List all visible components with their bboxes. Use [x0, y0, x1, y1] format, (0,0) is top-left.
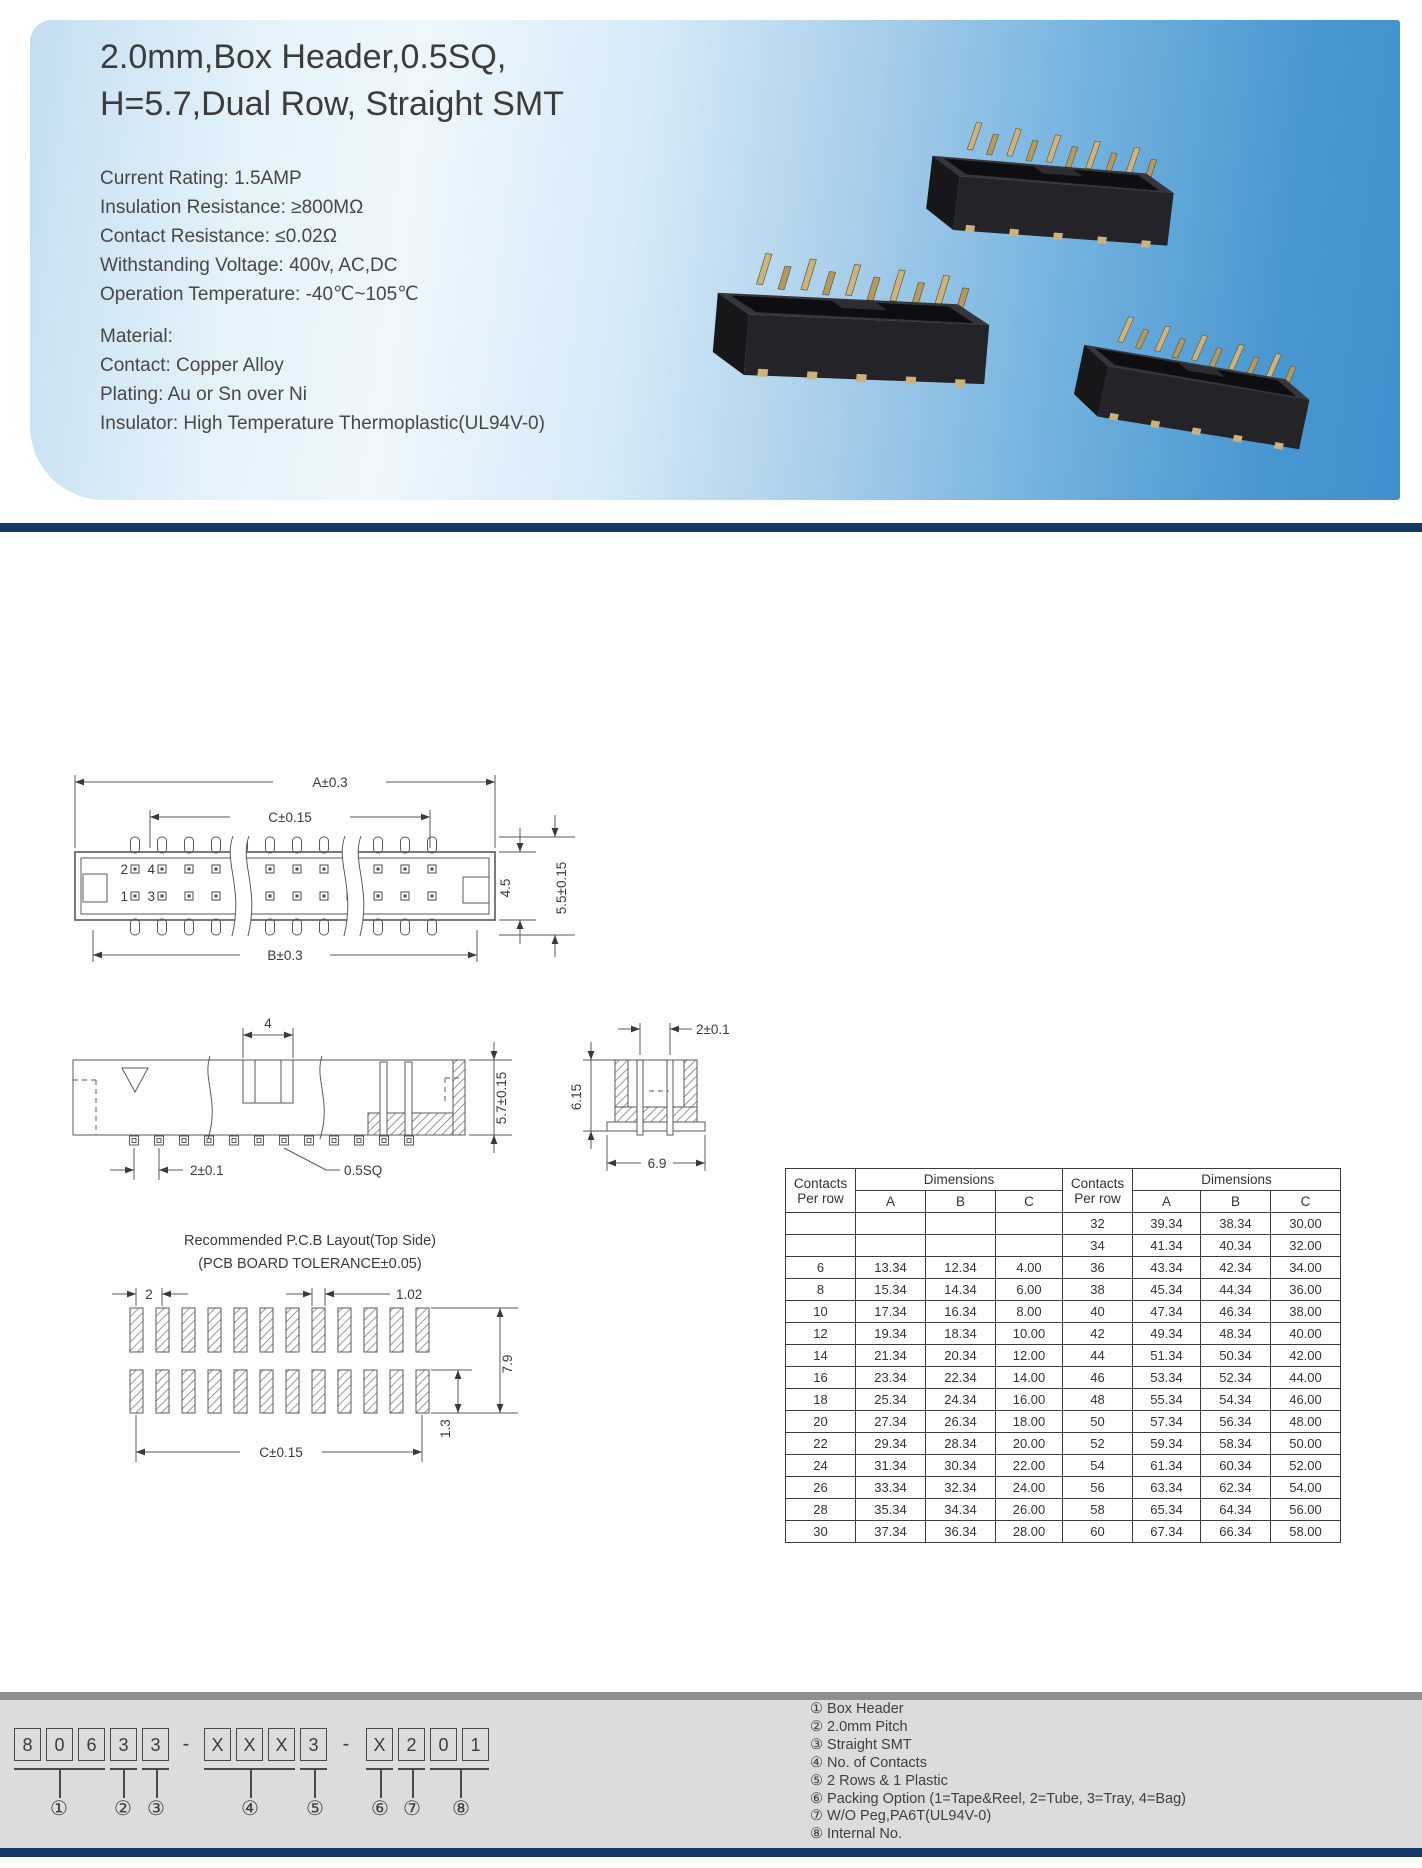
legend-item-7: ⑦ W/O Peg,PA6T(UL94V-0)	[810, 1808, 992, 1825]
dim-69-label: 6.9	[647, 1156, 667, 1171]
pn-box-10: X	[366, 1728, 393, 1761]
pn-box-7: X	[236, 1728, 263, 1761]
part-number-section	[0, 1700, 1422, 1848]
material-insulator: Insulator: High Temperature Thermoplastic(UL94V-0)	[100, 413, 545, 434]
table-row: 34 41.34 40.34 32.00	[786, 1235, 1341, 1257]
per-row-label: Per row	[797, 1190, 844, 1206]
dim-57-label: 5.7±0.15	[494, 1071, 509, 1125]
pn-marker-2: ②	[114, 1798, 132, 1820]
pn-box-6: X	[204, 1728, 231, 1761]
pn-marker-1: ①	[50, 1798, 68, 1820]
table-row: 16 23.34 22.34 14.00 46 53.34 52.34 44.00	[786, 1367, 1341, 1389]
spec-insulation-resistance: Insulation Resistance: ≥800MΩ	[100, 197, 364, 218]
table-row: 10 17.34 16.34 8.00 40 47.34 46.34 38.00	[786, 1301, 1341, 1323]
part-number-legend	[810, 1701, 1186, 1844]
table-row: 30 37.34 36.34 28.00 60 67.34 66.34 58.00	[786, 1521, 1341, 1543]
pn-box-3: 6	[78, 1728, 105, 1761]
material-contact: Contact: Copper Alloy	[100, 355, 284, 376]
pn-box-5: 3	[142, 1728, 169, 1761]
table-row: 24 31.34 30.34 22.00 54 61.34 60.34 52.00	[786, 1455, 1341, 1477]
spec-operation-temperature: Operation Temperature: -40℃~105℃	[100, 284, 419, 305]
material-label: Material:	[100, 326, 173, 347]
dim-102-label: 1.02	[396, 1287, 423, 1302]
pn-leader-3	[156, 1770, 158, 1798]
spec-contact-resistance: Contact Resistance: ≤0.02Ω	[100, 226, 337, 247]
dim-4-label: 4	[264, 1016, 272, 1031]
legend-item-2: ② 2.0mm Pitch	[810, 1718, 908, 1735]
dim-pitch-label: 2±0.1	[696, 1022, 730, 1037]
table-row: 18 25.34 24.34 16.00 48 55.34 54.34 46.00	[786, 1389, 1341, 1411]
dimensions-table	[785, 1168, 1341, 1543]
col-header-c-right: C	[1271, 1191, 1341, 1213]
page-title	[100, 34, 564, 128]
pin-label-2: 2	[120, 862, 128, 877]
pin-label-4: 4	[147, 862, 155, 877]
title-line-1: 2.0mm,Box Header,0.5SQ,	[100, 38, 507, 76]
pcb-layout-subtitle: (PCB BOARD TOLERANCE±0.05)	[198, 1256, 422, 1272]
legend-item-1: ① Box Header	[810, 1701, 904, 1717]
dim-79-label: 7.9	[500, 1354, 515, 1374]
pn-box-12: 0	[430, 1728, 457, 1761]
pn-leader-8	[460, 1770, 462, 1798]
dim-2-label: 2	[145, 1287, 153, 1302]
pn-leader-4	[250, 1770, 252, 1798]
pin-label-3: 3	[147, 889, 155, 904]
table-row: 32 39.34 38.34 30.00	[786, 1213, 1341, 1235]
navy-divider	[0, 523, 1422, 532]
drawing-end-view	[565, 995, 795, 1205]
dim-55-label: 5.5±0.15	[554, 861, 569, 915]
pn-marker-7: ⑦	[403, 1798, 421, 1820]
spec-withstanding-voltage: Withstanding Voltage: 400v, AC,DC	[100, 255, 398, 276]
col-header-contacts-right	[1063, 1169, 1133, 1213]
pn-marker-4: ④	[241, 1798, 259, 1820]
pn-box-2: 0	[46, 1728, 73, 1761]
pn-box-13: 1	[462, 1728, 489, 1761]
contacts-label: Contacts	[1070, 1175, 1125, 1191]
table-row: 12 19.34 18.34 10.00 42 49.34 48.34 40.00	[786, 1323, 1341, 1345]
per-row-label: Per row	[1074, 1190, 1121, 1206]
dim-c-label: C±0.15	[259, 1445, 303, 1460]
table-row: 20 27.34 26.34 18.00 50 57.34 56.34 48.00	[786, 1411, 1341, 1433]
title-line-2: H=5.7,Dual Row, Straight SMT	[100, 85, 564, 123]
pn-box-4: 3	[110, 1728, 137, 1761]
table-row: 6 13.34 12.34 4.00 36 43.34 42.34 34.00	[786, 1257, 1341, 1279]
pn-box-1: 8	[14, 1728, 41, 1761]
pn-leader-2	[123, 1770, 125, 1798]
pn-leader-6	[380, 1770, 382, 1798]
pn-leader-7	[412, 1770, 414, 1798]
col-header-dimensions-left: Dimensions	[856, 1169, 1063, 1191]
col-header-b-right: B	[1201, 1191, 1271, 1213]
pn-marker-6: ⑥	[371, 1798, 389, 1820]
dim-615-label: 6.15	[569, 1083, 584, 1111]
pn-box-8: X	[268, 1728, 295, 1761]
navy-bottom-bar	[0, 1848, 1422, 1857]
col-header-c-left: C	[996, 1191, 1063, 1213]
spec-table-body	[786, 1213, 1341, 1543]
dim-c-label: C±0.15	[268, 810, 312, 825]
pn-marker-8: ⑧	[452, 1798, 470, 1820]
pn-marker-5: ⑤	[306, 1798, 324, 1820]
contacts-label: Contacts	[793, 1175, 848, 1191]
drawing-front-view	[58, 630, 588, 975]
table-row: 14 21.34 20.34 12.00 44 51.34 50.34 42.00	[786, 1345, 1341, 1367]
pin-label-1: 1	[120, 889, 128, 904]
pn-leader-5	[314, 1770, 316, 1798]
dim-45-label: 4.5	[498, 878, 513, 898]
material-plating: Plating: Au or Sn over Ni	[100, 384, 307, 405]
pcb-layout-title: Recommended P.C.B Layout(Top Side)	[183, 1233, 436, 1249]
pn-leader-1	[59, 1770, 61, 1798]
spec-list	[100, 164, 419, 309]
legend-item-6: ⑥ Packing Option (1=Tape&Reel, 2=Tube, 3=Tray, 4=Bag)	[810, 1790, 1186, 1807]
dim-13-label: 1.3	[438, 1419, 453, 1438]
legend-item-5: ⑤ 2 Rows & 1 Plastic	[810, 1772, 948, 1789]
pn-dash-1: -	[182, 1733, 190, 1755]
col-header-a-left: A	[856, 1191, 926, 1213]
gray-top-bar	[0, 1692, 1422, 1700]
legend-item-3: ③ Straight SMT	[810, 1736, 912, 1753]
pn-dash-2: -	[342, 1733, 350, 1755]
dim-pitch-label: 2±0.1	[190, 1163, 224, 1178]
pn-box-11: 2	[398, 1728, 425, 1761]
table-row: 26 33.34 32.34 24.00 56 63.34 62.34 54.00	[786, 1477, 1341, 1499]
col-header-b-left: B	[926, 1191, 996, 1213]
legend-item-8: ⑧ Internal No.	[810, 1826, 902, 1843]
table-row: 28 35.34 34.34 26.00 58 65.34 64.34 56.00	[786, 1499, 1341, 1521]
dim-05sq-label: 0.5SQ	[344, 1163, 383, 1178]
material-list	[100, 322, 545, 438]
table-row: 8 15.34 14.34 6.00 38 45.34 44.34 36.00	[786, 1279, 1341, 1301]
legend-item-4: ④ No. of Contacts	[810, 1754, 927, 1771]
pn-box-9: 3	[300, 1728, 327, 1761]
drawing-pcb-layout	[90, 1280, 535, 1485]
dim-b-label: B±0.3	[267, 948, 303, 963]
pn-marker-3: ③	[147, 1798, 165, 1820]
spec-current-rating: Current Rating: 1.5AMP	[100, 168, 302, 189]
col-header-dimensions-right: Dimensions	[1133, 1169, 1341, 1191]
table-row: 22 29.34 28.34 20.00 52 59.34 58.34 50.00	[786, 1433, 1341, 1455]
dim-a-label: A±0.3	[312, 775, 348, 790]
col-header-a-right: A	[1133, 1191, 1201, 1213]
drawing-side-view	[50, 1000, 520, 1200]
col-header-contacts-left	[786, 1169, 856, 1213]
